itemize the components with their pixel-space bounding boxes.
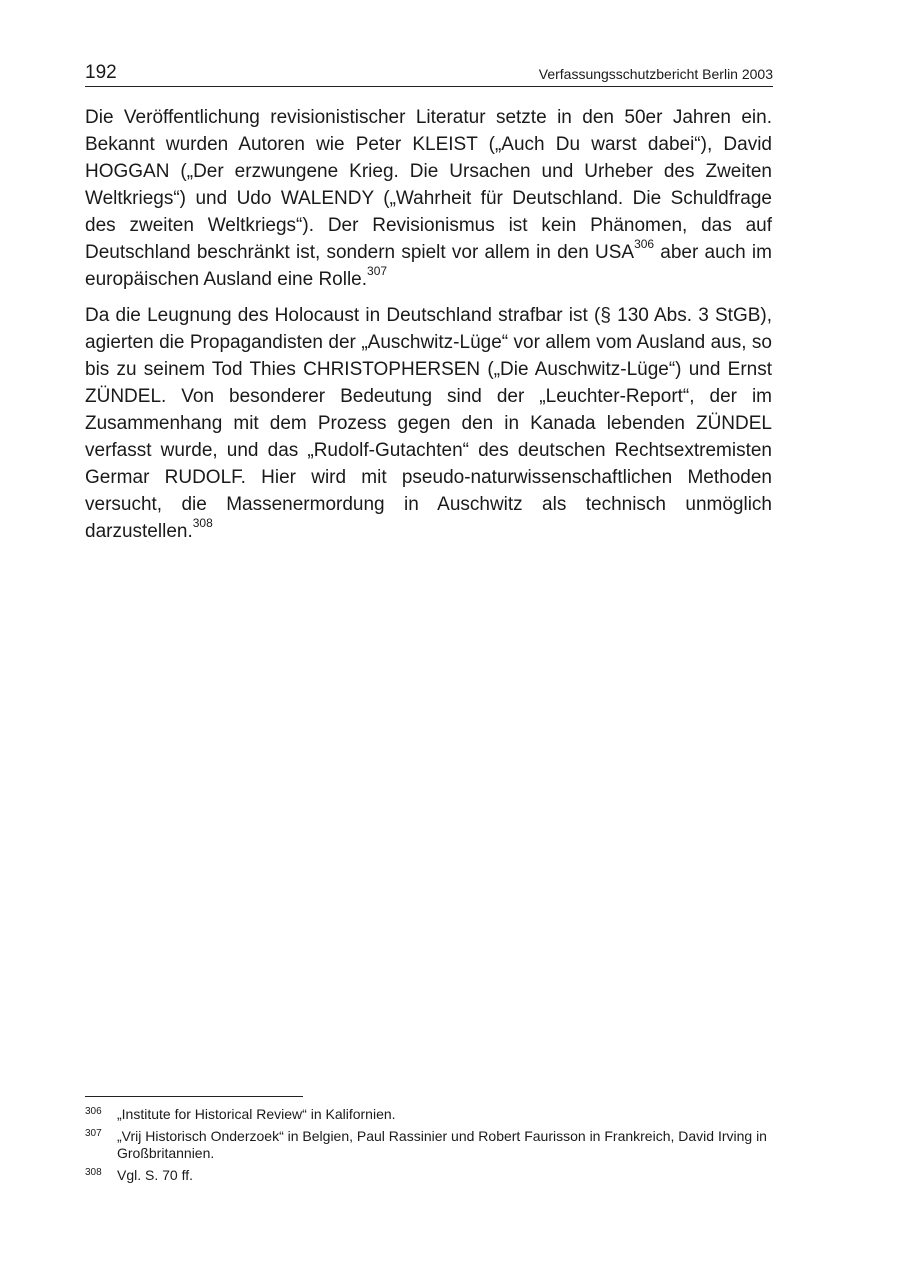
footnote-text: „Institute for Historical Review“ in Kalifornien. xyxy=(117,1106,396,1122)
paragraph-1-text-a: Die Veröffentlichung revisionistischer Literatur setzte in den 50er Jahren ein. Bekannt wurden Autoren wie Peter KLEIST („Auch Du warst dabei“), David HOGGAN („Der erzwungene Krieg. Die Ursachen und Urheber des Zweiten Weltkriegs“) und Udo WALENDY („Wahrheit für Deutschland. Die Schuldfrage des zweiten Weltkriegs“). Der Revisionismus ist kein Phänomen, das auf Deutschland beschränkt ist, sondern spielt vor allem in den USA xyxy=(85,107,772,263)
paragraph-2-text: Da die Leugnung des Holocaust in Deutschland strafbar ist (§ 130 Abs. 3 StGB), agierten die Propagandisten der „Auschwitz-Lüge“ vor allem vom Ausland aus, so bis zu seinem Tod Thies CHRISTOPHERSEN („Die Auschwitz-Lüge“) und Ernst ZÜNDEL. Von besonderer Bedeutung sind der „Leuchter-Report“, der im Zusammenhang mit dem Prozess gegen den in Kanada lebenden ZÜNDEL verfasst wurde, und das „Rudolf-Gutachten“ des deutschen Rechtsextremisten Germar RUDOLF. Hier wird mit pseudo-naturwissenschaftlichen Methoden versucht, die Massenermordung in Auschwitz als technisch unmöglich darzustellen. xyxy=(85,305,772,542)
footnote-text: Vgl. S. 70 ff. xyxy=(117,1167,194,1183)
paragraph-1-text-b: aber auch im europäischen Ausland eine Rolle. xyxy=(85,242,772,290)
paragraph-1 xyxy=(85,104,772,293)
running-title: Verfassungsschutzbericht Berlin 2003 xyxy=(538,66,773,82)
main-text xyxy=(85,104,772,554)
footnote-number: 307 xyxy=(85,1128,102,1139)
footnote-separator xyxy=(85,1096,303,1097)
page-header xyxy=(85,60,773,87)
footnote-number: 308 xyxy=(85,1167,102,1178)
footnotes xyxy=(85,1106,772,1189)
page-number: 192 xyxy=(85,62,117,83)
footnote-number: 306 xyxy=(85,1106,102,1117)
footnote-ref-307[interactable]: 307 xyxy=(367,263,388,278)
footnote-item xyxy=(85,1128,772,1162)
footnote-ref-308[interactable]: 308 xyxy=(192,515,213,530)
footnote-ref-306[interactable]: 306 xyxy=(634,236,655,251)
footnote-item xyxy=(85,1106,772,1123)
paragraph-2 xyxy=(85,302,772,545)
footnote-text: „Vrij Historisch Onderzoek“ in Belgien, Paul Rassinier und Robert Faurisson in Frankreich, David Irving in Großbritannien. xyxy=(117,1128,767,1161)
footnote-item xyxy=(85,1167,772,1184)
